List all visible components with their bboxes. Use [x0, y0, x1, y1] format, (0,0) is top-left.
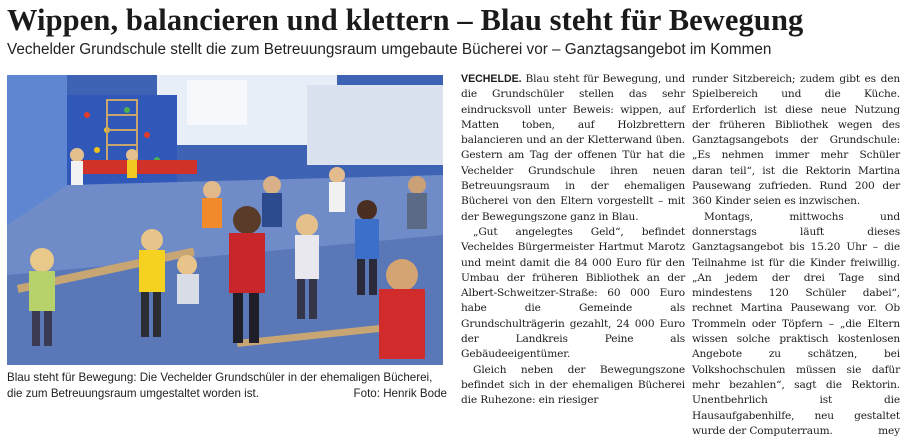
- article-subheadline: Vechelder Grundschule stellt die zum Betreuungsraum umgebaute Bücherei vor – Ganztagsangebot im Kommen: [7, 41, 772, 58]
- paragraph-text: Blau steht für Bewegung, und die Grundschüler stellen das sehr eindrucksvoll unter Beweis: wippen, auf Matten toben, auf Holzbrettern balancieren und an der Kletterwand üben. Gestern am Tag der offenen Tür hat die Vechelder Grundschule ihren neuen Betreuungsraum in der ehemaligen Bücherei von den Eltern vorgestellt – mit der Bewegungszone ganz in Blau.: [461, 73, 686, 223]
- photo-caption-text: Blau steht für Bewegung: Die Vechelder Grundschüler in der ehemaligen Bücherei, die zum Betreuungsraum umgestaltet worden ist.: [7, 371, 433, 400]
- article-paragraph: [692, 210, 900, 439]
- article-paragraph: Gleich neben der Bewegungszone befindet sich in der ehemaligen Bücherei die Ruhezone: ein riesiger: [461, 363, 685, 407]
- article-column-2: [692, 72, 900, 439]
- photo-caption: [7, 370, 447, 402]
- dateline: VECHELDE.: [461, 73, 522, 85]
- article-headline: Wippen, balancieren und klettern – Blau steht für Bewegung: [7, 3, 804, 37]
- author-signature: mey: [878, 424, 900, 437]
- article-column-1: [461, 72, 685, 409]
- photo-schoolchildren-gym: [7, 75, 443, 365]
- article-paragraph: runder Sitzbereich; zudem gibt es den Spielbereich und die Küche. Erforderlich ist diese neue Nutzung der früheren Bibliothek wegen des Ganztagsangebots der Grundschule: „Es nehmen immer mehr Schüler daran teil“, ist die Rektorin Martina Pausewang zufrieden. Rund 200 der 360 Kinder seien es inzwischen.: [692, 73, 900, 208]
- photo-credit: Foto: Henrik Bode: [353, 387, 447, 400]
- article-paragraph: [461, 72, 685, 225]
- paragraph-text: Montags, mittwochs und donnerstags läuft dieses Ganztagsangebot bis 15.20 Uhr – die Teilnahme ist für die Kinder freiwillig. „An jedem der drei Tage sind mindestens 120 Schüler dabei“, rechnet Martina Pausewang vor. Ob Trommeln oder Töpfern – „die Eltern wissen solche praktisch kostenlosen Angebote zu schätzen, bei Volkshochschulen müssen sie dafür mehr bezahlen“, sagt die Rektorin. Unentbehrlich ist die Hausaufgabenhilfe, neu gestaltet wurde der Computerraum.: [692, 210, 900, 437]
- article-paragraph: „Gut angelegtes Geld“, befindet Vecheldes Bürgermeister Hartmut Marotz und meint damit die 84 000 Euro für den Umbau der früheren Bibliothek an der Albert-Schweitzer-Straße: 60 000 Euro habe die Gemeinde als Grundschulträgerin gezahlt, 24 000 Euro der Landkreis Peine als Gebäudeeigentümer.: [461, 225, 685, 361]
- article-photo: [7, 75, 443, 365]
